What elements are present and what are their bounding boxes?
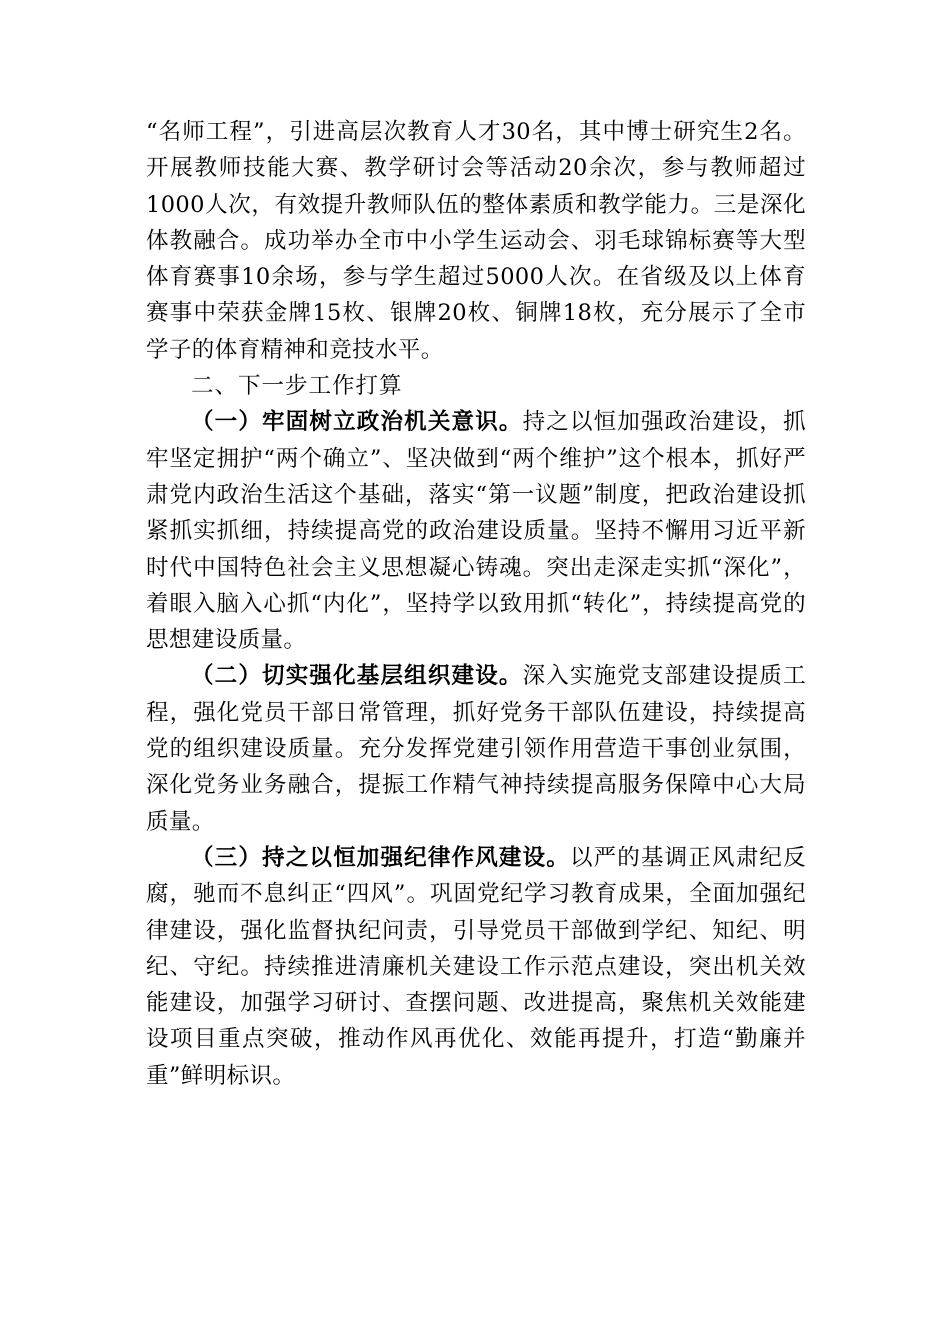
item-2-lead: （二）切实强化基层组织建设。	[191, 663, 523, 690]
item-2-body: 深入实施党支部建设提质工程，强化党员干部日常管理，抓好党务干部队伍建设，持续提高党的组织建设质量。充分发挥党建引领作用营造干事创业氛围，深化党务业务融合，提振工作精气神持续提高服务保障中心大局质量。	[146, 663, 806, 835]
item-3-body: 以严的基调正风肃纪反腐，驰而不息纠正“四风”。巩固党纪学习教育成果，全面加强纪律建设，强化监督执纪问责，引导党员干部做到学纪、知纪、明纪、守纪。持续推进清廉机关建设工作示范点建设，突出机关效能建设，加强学习研讨、查摆问题、改进提高，聚焦机关效能建设项目重点突破，推动作风再优化、效能再提升，打造“勤廉并重”鲜明标识。	[146, 844, 806, 1089]
item-1-body: 持之以恒加强政治建设，抓牢坚定拥护“两个确立”、坚决做到“两个维护”这个根本，抓好严肃党内政治生活这个基础，落实“第一议题”制度，把政治建设抓紧抓实抓细，持续提高党的政治建设质量。坚持不懈用习近平新时代中国特色社会主义思想凝心铸魂。突出走深走实抓“深化”，着眼入脑入心抓“内化”，坚持学以致用抓“转化”，持续提高党的思想建设质量。	[146, 409, 806, 654]
paragraph-item-1	[146, 404, 806, 658]
paragraph-continuation: “名师工程”，引进高层次教育人才30名，其中博士研究生2名。开展教师技能大赛、教学研讨会等活动20余次，参与教师超过1000人次，有效提升教师队伍的整体素质和教学能力。三是深化体教融合。成功举办全市中小学生运动会、羽毛球锦标赛等大型体育赛事10余场，参与学生超过5000人次。在省级及以上体育赛事中荣获金牌15枚、银牌20枚、铜牌18枚，充分展示了全市学子的体育精神和竞技水平。	[146, 119, 806, 363]
paragraph-item-3	[146, 840, 806, 1094]
section-heading: 二、下一步工作打算	[191, 373, 403, 400]
item-1-lead: （一）牢固树立政治机关意识。	[191, 409, 523, 436]
item-3-lead: （三）持之以恒加强纪律作风建设。	[191, 844, 570, 871]
paragraph-item-2	[146, 658, 806, 839]
document-page	[146, 114, 806, 1094]
